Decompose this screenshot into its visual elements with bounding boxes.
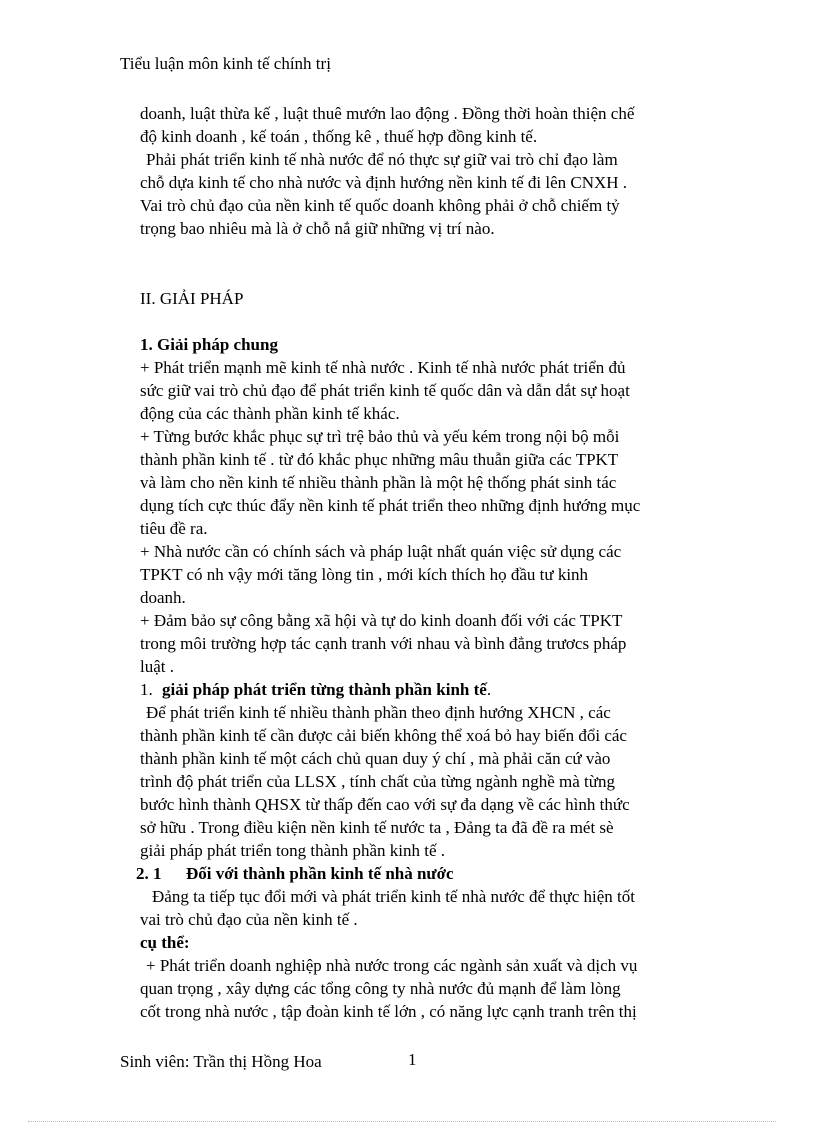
general-solution-heading: 1. Giải pháp chung (140, 335, 278, 354)
heading-period: . (486, 680, 492, 699)
each-sector-heading (140, 678, 710, 701)
text-line: Đảng ta tiếp tục đổi mới và phát triển kinh tế nhà nước để thực hiện tốt (152, 887, 636, 906)
document-body (136, 102, 710, 1023)
text-line: cốt trong nhà nước , tập đoàn kinh tế lớn , có năng lực cạnh tranh trên thị (140, 1002, 637, 1021)
text-line: sức giữ vai trò chủ đạo để phát triển kinh tế quốc dân và dẫn dắt sự hoạt (140, 381, 630, 400)
heading-text: giải pháp phát triển từng thành phần kinh tế (162, 680, 487, 699)
state-sector-paragraph (140, 885, 710, 931)
text-line: trong môi trường hợp tác cạnh tranh với nhau và bình đẳng trươcs pháp (140, 634, 627, 653)
text-line: TPKT có nh vậy mới tăng lòng tin , mới kích thích họ đầu tư kinh (140, 565, 589, 584)
text-line: + Nhà nước cần có chính sách và pháp luật nhất quán việc sử dụng các (140, 542, 622, 561)
text-line: độ kinh doanh , kế toán , thống kê , thuế hợp đồng kinh tế. (140, 127, 538, 146)
text-line: doanh. (140, 588, 186, 607)
text-line: chỗ dựa kinh tế cho nhà nước và định hướng nền kinh tế đi lên CNXH . (140, 173, 628, 192)
state-sector-heading (136, 862, 710, 885)
specific-label: cụ thể: (140, 933, 190, 952)
text-line: thành phần kinh tế cần được cải biến không thể xoá bỏ hay biến đổi các (140, 726, 627, 745)
text-line: trình độ phát triển của LLSX , tính chất của từng ngành nghề mà từng (140, 772, 615, 791)
each-sector-paragraph (140, 701, 710, 862)
text-line: + Phát triển doanh nghiệp nhà nước trong các ngành sản xuất và dịch vụ (146, 956, 638, 975)
text-line: thành phần kinh tế một cách chủ quan duy ý chí , mà phải căn cứ vào (140, 749, 611, 768)
text-line: + Phát triển mạnh mẽ kinh tế nhà nước . Kinh tế nhà nước phát triển đủ (140, 358, 626, 377)
page-bottom-divider (28, 1121, 776, 1122)
text-line: và làm cho nền kinh tế nhiều thành phần là một hệ thống phát sinh tác (140, 473, 617, 492)
text-line: Phải phát triển kinh tế nhà nước để nó thực sự giữ vai trò chỉ đạo làm (146, 150, 618, 169)
text-line: sở hữu . Trong điều kiện nền kinh tế nước ta , Đảng ta đã đề ra mét sè (140, 818, 614, 837)
page-header: Tiểu luận môn kinh tế chính trị (120, 54, 331, 73)
text-line: + Đảm bảo sự công bằng xã hội và tự do kinh doanh đối với các TPKT (140, 611, 623, 630)
text-line: vai trò chủ đạo của nền kinh tế . (140, 910, 358, 929)
general-solution-paragraph (140, 356, 710, 678)
text-line: thành phần kinh tế . từ đó khắc phục những mâu thuẫn giữa các TPKT (140, 450, 619, 469)
text-line: động của các thành phần kinh tế khác. (140, 404, 400, 423)
text-line: + Từng bước khắc phục sự trì trệ bảo thủ và yếu kém trong nội bộ mỗi (140, 427, 620, 446)
specific-paragraph (140, 954, 710, 1023)
heading-number: 2. 1 (136, 864, 162, 883)
footer-student: Sinh viên: Trần thị Hồng Hoa (120, 1052, 322, 1071)
text-line: doanh, luật thừa kế , luật thuê mướn lao động . Đồng thời hoàn thiện chế (140, 104, 635, 123)
text-line: Vai trò chủ đạo của nền kinh tế quốc doanh không phải ở chỗ chiếm tỷ (140, 196, 620, 215)
text-line: Để phát triển kinh tế nhiều thành phần theo định hướng XHCN , các (146, 703, 611, 722)
text-line: luật . (140, 657, 174, 676)
heading-number: 1. (140, 680, 153, 699)
page-number: 1 (408, 1050, 417, 1069)
text-line: dụng tích cực thúc đẩy nền kinh tế phát triển theo những định hướng mục (140, 496, 641, 515)
text-line: quan trọng , xây dựng các tổng công ty nhà nước đủ mạnh để làm lòng (140, 979, 621, 998)
text-line: trọng bao nhiêu mà là ở chỗ nắ giữ những vị trí nào. (140, 219, 495, 238)
intro-paragraph (140, 102, 710, 240)
text-line: bước hình thành QHSX từ thấp đến cao với sự đa dạng về các hình thức (140, 795, 630, 814)
text-line: tiêu đề ra. (140, 519, 208, 538)
section-title: II. GIẢI PHÁP (140, 289, 244, 308)
heading-text: Đối với thành phần kinh tế nhà nước (186, 864, 454, 883)
text-line: giải pháp phát triển tong thành phần kinh tế . (140, 841, 445, 860)
